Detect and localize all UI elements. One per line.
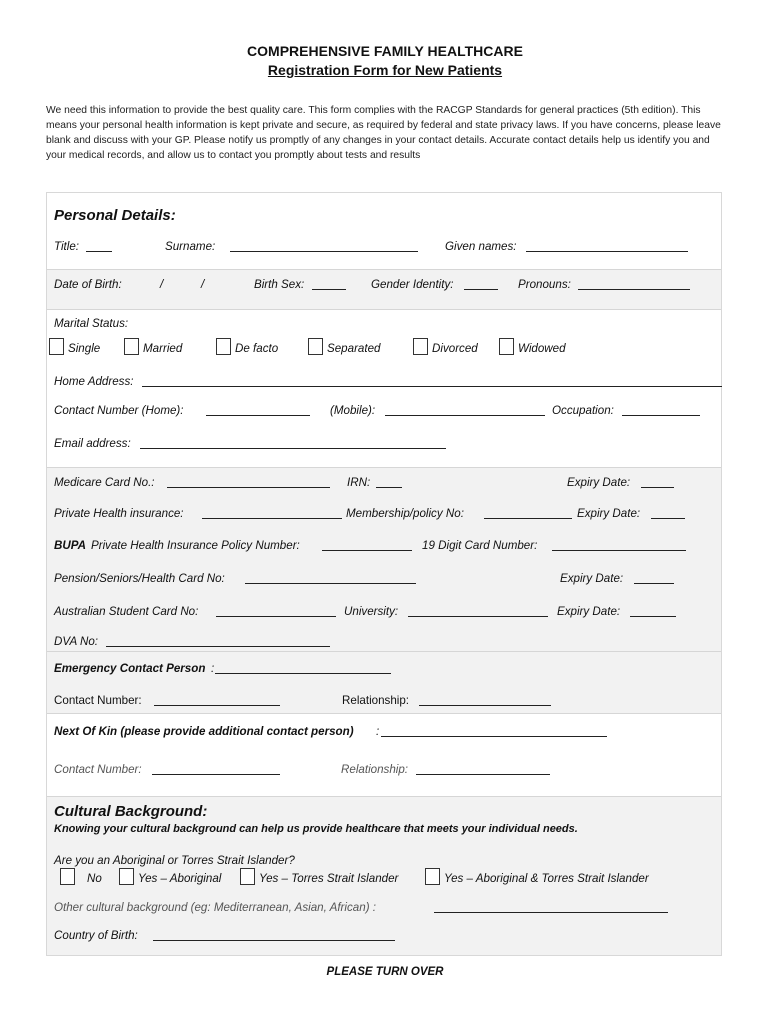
pension-expiry-field[interactable] — [634, 572, 674, 584]
registration-form — [46, 192, 722, 956]
next-of-kin-colon: : — [376, 725, 380, 738]
other-background-field[interactable] — [434, 901, 668, 913]
country-of-birth-label: Country of Birth: — [54, 929, 138, 942]
given-names-field[interactable] — [526, 240, 688, 252]
marital-option-widowed[interactable] — [499, 338, 566, 355]
student-expiry-label: Expiry Date: — [557, 605, 621, 618]
gender-identity-field[interactable] — [464, 278, 498, 290]
medicare-expiry-field[interactable] — [641, 476, 674, 488]
occupation-field[interactable] — [622, 404, 700, 416]
gender-identity-label: Gender Identity: — [371, 278, 454, 291]
marital-status-label: Marital Status: — [54, 317, 129, 330]
medicare-expiry-label: Expiry Date: — [567, 476, 631, 489]
surname-field[interactable] — [230, 240, 418, 252]
card-19-label: 19 Digit Card Number: — [422, 539, 538, 552]
form-title: Registration Form for New Patients — [267, 62, 503, 78]
membership-field[interactable] — [484, 507, 572, 519]
cultural-background-section — [47, 797, 721, 955]
birth-section — [47, 270, 721, 310]
pension-label: Pension/Seniors/Health Card No: — [54, 572, 225, 585]
option-label: Separated — [327, 342, 381, 355]
private-health-label: Private Health insurance: — [54, 507, 184, 520]
pension-expiry-label: Expiry Date: — [560, 572, 624, 585]
dob-separator: / — [201, 278, 205, 291]
irn-label: IRN: — [347, 476, 371, 489]
marital-option-married[interactable] — [124, 338, 182, 355]
turn-over-note: PLEASE TURN OVER — [326, 966, 444, 978]
mobile-label: (Mobile): — [330, 404, 376, 417]
university-field[interactable] — [408, 605, 548, 617]
personal-details-heading: Personal Details: — [54, 207, 176, 224]
emergency-contact-section — [47, 652, 721, 714]
mobile-field[interactable] — [385, 404, 545, 416]
email-label: Email address: — [54, 437, 131, 450]
checkbox[interactable] — [240, 868, 255, 885]
checkbox[interactable] — [499, 338, 514, 355]
emergency-contact-colon: : — [211, 662, 215, 675]
option-label: Widowed — [518, 342, 566, 355]
dva-label: DVA No: — [54, 635, 99, 648]
pension-field[interactable] — [245, 572, 416, 584]
atsi-question: Are you an Aboriginal or Torres Strait Islander? — [54, 854, 295, 867]
title-label: Title: — [54, 240, 80, 253]
atsi-option-no[interactable] — [60, 868, 102, 885]
home-phone-label: Contact Number (Home): — [54, 404, 184, 417]
pronouns-label: Pronouns: — [518, 278, 571, 291]
title-field[interactable] — [86, 240, 112, 252]
student-card-label: Australian Student Card No: — [54, 605, 199, 618]
option-label: Single — [68, 342, 101, 355]
dob-separator: / — [160, 278, 164, 291]
dob-label: Date of Birth: — [54, 278, 122, 291]
given-names-label: Given names: — [445, 240, 517, 253]
home-phone-field[interactable] — [206, 404, 310, 416]
emergency-contact-field[interactable] — [215, 662, 391, 674]
bupa-label: BUPA — [54, 539, 86, 552]
private-expiry-label: Expiry Date: — [577, 507, 641, 520]
next-of-kin-number-label: Contact Number: — [54, 763, 142, 776]
dva-field[interactable] — [106, 635, 330, 647]
home-address-field[interactable] — [142, 375, 722, 387]
option-label: Divorced — [432, 342, 478, 355]
birth-sex-label: Birth Sex: — [254, 278, 305, 291]
option-label: De facto — [235, 342, 279, 355]
irn-field[interactable] — [376, 476, 402, 488]
emergency-relationship-field[interactable] — [419, 694, 551, 706]
checkbox[interactable] — [308, 338, 323, 355]
home-address-label: Home Address: — [54, 375, 134, 388]
card-19-field[interactable] — [552, 539, 686, 551]
checkbox[interactable] — [425, 868, 440, 885]
marital-option-separated[interactable] — [308, 338, 381, 355]
next-of-kin-relationship-label: Relationship: — [341, 763, 409, 776]
option-label: Yes – Torres Strait Islander — [259, 872, 399, 885]
atsi-option-aboriginal[interactable] — [119, 868, 221, 885]
next-of-kin-section — [47, 714, 721, 797]
marital-option-divorced[interactable] — [413, 338, 478, 355]
checkbox[interactable] — [49, 338, 64, 355]
form-header — [0, 42, 770, 80]
next-of-kin-relationship-field[interactable] — [416, 763, 550, 775]
bupa-policy-field[interactable] — [322, 539, 412, 551]
organization-name: COMPREHENSIVE FAMILY HEALTHCARE — [247, 43, 523, 59]
emergency-contact-label: Emergency Contact Person — [54, 662, 206, 675]
cultural-background-heading: Cultural Background: — [54, 803, 208, 820]
option-label: No — [87, 872, 102, 885]
marital-option-single[interactable] — [49, 338, 100, 355]
intro-paragraph: We need this information to provide the best quality care. This form complies with the RACGP Standards for general practices (5th edition). This means your personal health information is kept private and secure, as required by federal and state privacy laws. If you have concerns, please leave blank and discuss with your GP. Please notify us promptly of any changes in your contact details. Accurate contact details help us identify you and your medical records, and allow us to contact you promptly about tests and results — [46, 105, 721, 161]
medicare-field[interactable] — [167, 476, 330, 488]
private-health-field[interactable] — [202, 507, 342, 519]
checkbox[interactable] — [413, 338, 428, 355]
private-expiry-field[interactable] — [651, 507, 685, 519]
email-field[interactable] — [140, 437, 446, 449]
other-background-label: Other cultural background (eg: Mediterranean, Asian, African) : — [54, 901, 376, 914]
checkbox[interactable] — [216, 338, 231, 355]
cards-section — [47, 468, 721, 652]
membership-label: Membership/policy No: — [346, 507, 464, 520]
emergency-number-label: Contact Number: — [54, 694, 142, 707]
checkbox[interactable] — [119, 868, 134, 885]
option-label: Yes – Aboriginal & Torres Strait Islander — [444, 872, 649, 885]
checkbox[interactable] — [60, 868, 75, 885]
contact-section — [47, 310, 721, 468]
next-of-kin-field[interactable] — [381, 725, 607, 737]
birth-sex-field[interactable] — [312, 278, 346, 290]
next-of-kin-label: Next Of Kin (please provide additional contact person) — [54, 725, 354, 738]
occupation-label: Occupation: — [552, 404, 614, 417]
student-expiry-field[interactable] — [630, 605, 676, 617]
surname-label: Surname: — [165, 240, 216, 253]
marital-option-defacto[interactable] — [216, 338, 278, 355]
emergency-relationship-label: Relationship: — [342, 694, 410, 707]
checkbox[interactable] — [124, 338, 139, 355]
bupa-policy-label: Private Health Insurance Policy Number: — [91, 539, 300, 552]
medicare-label: Medicare Card No.: — [54, 476, 155, 489]
university-label: University: — [344, 605, 399, 618]
personal-name-section — [47, 193, 721, 270]
student-card-field[interactable] — [216, 605, 336, 617]
option-label: Married — [143, 342, 183, 355]
emergency-number-field[interactable] — [154, 694, 280, 706]
option-label: Yes – Aboriginal — [138, 872, 222, 885]
next-of-kin-number-field[interactable] — [152, 763, 280, 775]
atsi-option-both[interactable] — [425, 868, 649, 885]
country-of-birth-field[interactable] — [153, 929, 395, 941]
cultural-background-subheading: Knowing your cultural background can help us provide healthcare that meets your individual needs. — [54, 823, 578, 835]
atsi-option-torres-strait[interactable] — [240, 868, 398, 885]
pronouns-field[interactable] — [578, 278, 690, 290]
